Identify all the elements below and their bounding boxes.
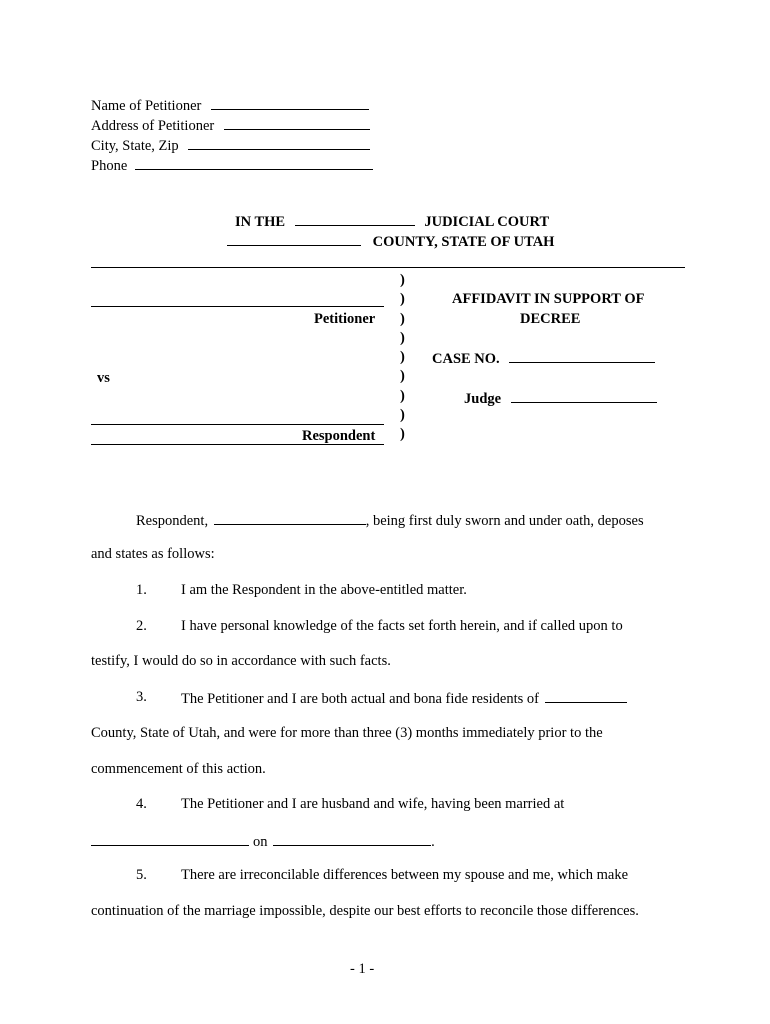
item-text: I am the Respondent in the above-entitled matter. — [181, 582, 467, 598]
item-number: 3. — [136, 689, 147, 705]
document-title-line-1: AFFIDAVIT IN SUPPORT OF — [452, 291, 645, 307]
intro-line-2: and states as follows: — [91, 546, 215, 562]
petitioner-name-blank[interactable] — [211, 96, 369, 110]
page-number: - 1 - — [350, 961, 375, 977]
petitioner-phone-row — [91, 156, 373, 175]
marriage-date-blank[interactable] — [273, 832, 431, 846]
respondent-caption-label: Respondent — [302, 428, 376, 444]
county-state-label: COUNTY, STATE OF UTAH — [372, 234, 555, 250]
judge-label: Judge — [464, 391, 502, 407]
caption-paren: ) — [400, 311, 405, 327]
item-text: County, State of Utah, and were for more than three (3) months immediately prior to the — [91, 725, 603, 741]
caption-paren: ) — [400, 388, 405, 404]
item-text: testify, I would do so in accordance with such facts. — [91, 653, 391, 669]
marriage-place-blank[interactable] — [91, 832, 249, 846]
court-heading-line-1 — [235, 212, 549, 231]
petitioner-address-label: Address of Petitioner — [91, 118, 215, 134]
petitioner-address-row — [91, 116, 370, 135]
petitioner-phone-label: Phone — [91, 158, 128, 174]
item-text: There are irreconcilable differences between my spouse and me, which make — [181, 867, 629, 883]
residence-county-blank[interactable] — [545, 689, 627, 703]
caption-paren: ) — [400, 407, 405, 423]
item-number: 5. — [136, 867, 147, 883]
case-no-blank[interactable] — [509, 349, 655, 363]
judicial-court-label: JUDICIAL COURT — [424, 214, 550, 230]
on-label: on — [253, 834, 268, 850]
court-district-blank[interactable] — [295, 212, 415, 226]
county-blank[interactable] — [227, 232, 361, 246]
item-text: commencement of this action. — [91, 761, 266, 777]
caption-paren: ) — [400, 330, 405, 346]
intro-sworn-text: , being first duly sworn and under oath, deposes — [365, 513, 644, 529]
item-text: The Petitioner and I are both actual and bona fide residents of — [181, 691, 539, 707]
judge-row — [464, 389, 657, 408]
caption-top-rule — [91, 267, 685, 268]
item-text: I have personal knowledge of the facts set forth herein, and if called upon to — [181, 618, 623, 634]
petitioner-phone-blank[interactable] — [135, 156, 373, 170]
case-no-row — [432, 349, 655, 368]
petitioner-city-label: City, State, Zip — [91, 138, 179, 154]
petitioner-city-row — [91, 136, 370, 155]
item-text: The Petitioner and I are husband and wife, having been married at — [181, 796, 565, 812]
respondent-name-blank[interactable] — [214, 511, 366, 525]
vs-label: vs — [97, 370, 110, 386]
caption-paren: ) — [400, 426, 405, 442]
case-no-label: CASE NO. — [432, 351, 500, 367]
respondent-caption-blank-1[interactable] — [91, 424, 384, 425]
petitioner-name-label: Name of Petitioner — [91, 98, 202, 114]
court-heading-line-2 — [227, 232, 554, 251]
item-number: 1. — [136, 582, 147, 598]
document-title-line-2: DECREE — [520, 311, 581, 327]
in-the-label: IN THE — [235, 214, 286, 230]
item-text: continuation of the marriage impossible, despite our best efforts to reconcile those differences. — [91, 903, 639, 919]
petitioner-caption-label: Petitioner — [314, 311, 376, 327]
petitioner-name-row — [91, 96, 369, 115]
item-number: 2. — [136, 618, 147, 634]
petitioner-address-blank[interactable] — [224, 116, 370, 130]
item-text-row — [181, 689, 627, 708]
judge-blank[interactable] — [511, 389, 657, 403]
item-number: 4. — [136, 796, 147, 812]
caption-paren: ) — [400, 368, 405, 384]
period: . — [431, 834, 435, 850]
petitioner-caption-blank[interactable] — [91, 306, 384, 307]
marriage-details-row — [91, 832, 435, 851]
caption-paren: ) — [400, 272, 405, 288]
intro-respondent-label: Respondent, — [136, 513, 209, 529]
caption-paren: ) — [400, 291, 405, 307]
petitioner-city-blank[interactable] — [188, 136, 370, 150]
caption-paren: ) — [400, 349, 405, 365]
intro-line-1 — [136, 511, 644, 530]
